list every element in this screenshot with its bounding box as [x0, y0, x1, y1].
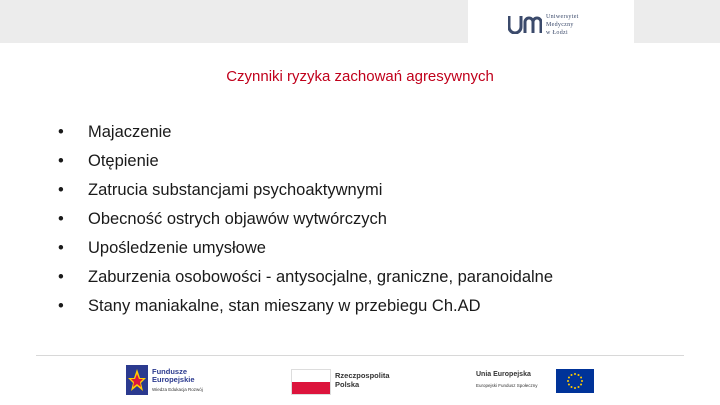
eu-flag-icon: [556, 369, 594, 393]
list-item-text: Zaburzenia osobowości - antysocjalne, graniczne, paranoidalne: [88, 268, 554, 286]
bullet-icon: •: [58, 297, 64, 315]
list-item: [58, 210, 553, 239]
polish-flag-icon: [291, 369, 331, 395]
list-item: [58, 268, 553, 297]
bullet-icon: •: [58, 123, 64, 141]
um-logo-icon: [508, 14, 542, 34]
bullet-icon: •: [58, 239, 64, 257]
bullet-icon: •: [58, 152, 64, 170]
fe-star-icon: [126, 365, 148, 395]
fundusze-europejskie-logo: Fundusze Europejskie Wiedza Edukacja Rozwój: [126, 365, 246, 397]
list-item: [58, 152, 553, 181]
list-item: [58, 181, 553, 210]
list-item: [58, 297, 553, 326]
list-item: [58, 239, 553, 268]
slide-title: Czynniki ryzyka zachowań agresywnych: [226, 68, 494, 85]
bullet-icon: •: [58, 181, 64, 199]
bullet-icon: •: [58, 210, 64, 228]
unia-europejska-logo: Unia Europejska Europejski Fundusz Społeczny: [476, 369, 596, 395]
list-item: [58, 123, 553, 152]
list-item-text: Otępienie: [88, 152, 159, 170]
list-item-text: Zatrucia substancjami psychoaktywnymi: [88, 181, 383, 199]
bullet-icon: •: [58, 268, 64, 286]
rzeczpospolita-polska-logo: Rzeczpospolita Polska: [291, 369, 411, 395]
funding-footer: [0, 356, 720, 405]
risk-factor-list: [58, 123, 553, 326]
university-name: Uniwersytet Medyczny w Łodzi: [546, 14, 579, 36]
list-item-text: Upośledzenie umysłowe: [88, 239, 266, 257]
university-logo: [468, 0, 634, 43]
list-item-text: Obecność ostrych objawów wytwórczych: [88, 210, 387, 228]
list-item-text: Majaczenie: [88, 123, 172, 141]
list-item-text: Stany maniakalne, stan mieszany w przebiegu Ch.AD: [88, 297, 481, 315]
